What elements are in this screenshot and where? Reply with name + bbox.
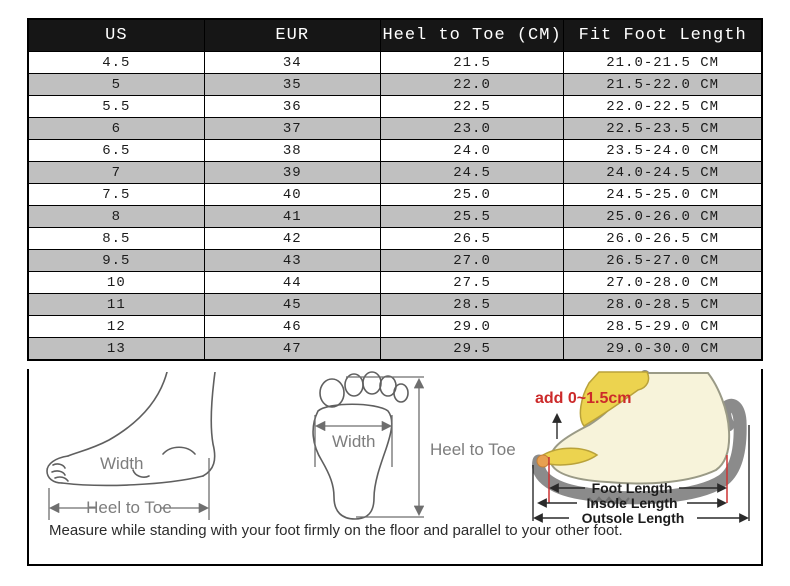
leg-front-line: [68, 372, 167, 456]
table-cell: 46: [204, 316, 380, 338]
table-cell: 5: [28, 74, 204, 96]
footprint-top-view-illustration: [284, 371, 529, 523]
table-cell: 37: [204, 118, 380, 140]
column-header-us: US: [28, 19, 204, 52]
table-cell: 23.0: [380, 118, 564, 140]
size-table-body: [28, 52, 762, 361]
toe-3: [363, 372, 381, 394]
table-cell: 43: [204, 250, 380, 272]
table-row: [28, 140, 762, 162]
measurement-note: Measure while standing with your foot firmly on the floor and parallel to your other foot.: [49, 522, 623, 539]
table-row: [28, 250, 762, 272]
table-cell: 42: [204, 228, 380, 250]
header-row: [28, 19, 762, 52]
table-cell: 23.5-24.0 CM: [564, 140, 762, 162]
footprint-outline: [313, 404, 392, 519]
table-cell: 27.0-28.0 CM: [564, 272, 762, 294]
table-cell: 21.5: [380, 52, 564, 74]
add-allowance-label: add 0~1.5cm: [535, 390, 632, 407]
table-cell: 13: [28, 338, 204, 361]
table-cell: 24.0-24.5 CM: [564, 162, 762, 184]
shoe-cross-section-illustration: [527, 369, 759, 531]
table-cell: 28.5: [380, 294, 564, 316]
big-toe: [320, 379, 344, 407]
table-cell: 29.5: [380, 338, 564, 361]
table-cell: 6.5: [28, 140, 204, 162]
table-row: [28, 184, 762, 206]
table-cell: 35: [204, 74, 380, 96]
table-cell: 25.0: [380, 184, 564, 206]
table-cell: 4.5: [28, 52, 204, 74]
table-cell: 22.5-23.5 CM: [564, 118, 762, 140]
table-cell: 9.5: [28, 250, 204, 272]
outsole-length-label: Outsole Length: [581, 510, 685, 526]
table-cell: 25.5: [380, 206, 564, 228]
insole-length-label: Insole Length: [586, 495, 678, 511]
table-cell: 8.5: [28, 228, 204, 250]
width-label-side: Width: [100, 454, 144, 473]
table-cell: 7.5: [28, 184, 204, 206]
toe-curl-2: [52, 471, 65, 475]
column-header-heel-to-toe: Heel to Toe (CM): [380, 19, 564, 52]
table-cell: 21.5-22.0 CM: [564, 74, 762, 96]
toe-curl-1: [53, 464, 65, 468]
table-cell: 40: [204, 184, 380, 206]
table-row: [28, 162, 762, 184]
table-cell: 29.0: [380, 316, 564, 338]
table-row: [28, 228, 762, 250]
table-cell: 6: [28, 118, 204, 140]
table-cell: 36: [204, 96, 380, 118]
table-row: [28, 316, 762, 338]
table-cell: 11: [28, 294, 204, 316]
table-cell: 10: [28, 272, 204, 294]
table-cell: 24.0: [380, 140, 564, 162]
table-row: [28, 74, 762, 96]
table-cell: 44: [204, 272, 380, 294]
table-cell: 5.5: [28, 96, 204, 118]
width-label-top: Width: [332, 432, 376, 451]
table-cell: 25.0-26.0 CM: [564, 206, 762, 228]
column-header-fit-foot-length: Fit Foot Length: [564, 19, 762, 52]
table-cell: 22.0-22.5 CM: [564, 96, 762, 118]
table-cell: 28.0-28.5 CM: [564, 294, 762, 316]
table-row: [28, 206, 762, 228]
table-row: [28, 118, 762, 140]
table-cell: 26.5: [380, 228, 564, 250]
size-table-header: [28, 19, 762, 52]
table-row: [28, 96, 762, 118]
table-cell: 22.5: [380, 96, 564, 118]
table-row: [28, 52, 762, 74]
table-cell: 26.5-27.0 CM: [564, 250, 762, 272]
column-header-eur: EUR: [204, 19, 380, 52]
foot-length-label: Foot Length: [591, 480, 673, 496]
table-row: [28, 338, 762, 361]
toe-curl-3: [55, 477, 68, 481]
table-cell: 47: [204, 338, 380, 361]
table-cell: 38: [204, 140, 380, 162]
size-table: [27, 18, 763, 361]
table-cell: 45: [204, 294, 380, 316]
table-cell: 34: [204, 52, 380, 74]
table-cell: 24.5: [380, 162, 564, 184]
table-row: [28, 272, 762, 294]
table-cell: 39: [204, 162, 380, 184]
toe-tip-highlight: [537, 455, 549, 467]
table-cell: 26.0-26.5 CM: [564, 228, 762, 250]
table-cell: 7: [28, 162, 204, 184]
sole-line: [62, 476, 203, 485]
toe-5: [394, 384, 408, 402]
table-cell: 21.0-21.5 CM: [564, 52, 762, 74]
table-cell: 24.5-25.0 CM: [564, 184, 762, 206]
table-cell: 27.5: [380, 272, 564, 294]
table-cell: 22.0: [380, 74, 564, 96]
instep-bump: [163, 447, 195, 454]
table-cell: 29.0-30.0 CM: [564, 338, 762, 361]
table-cell: 8: [28, 206, 204, 228]
table-row: [28, 294, 762, 316]
table-cell: 12: [28, 316, 204, 338]
table-cell: 27.0: [380, 250, 564, 272]
heel-to-toe-label-top: Heel to Toe: [430, 440, 516, 459]
table-cell: 28.5-29.0 CM: [564, 316, 762, 338]
measurement-guide: [27, 369, 763, 566]
heel-to-toe-label-side: Heel to Toe: [86, 498, 172, 517]
table-cell: 41: [204, 206, 380, 228]
